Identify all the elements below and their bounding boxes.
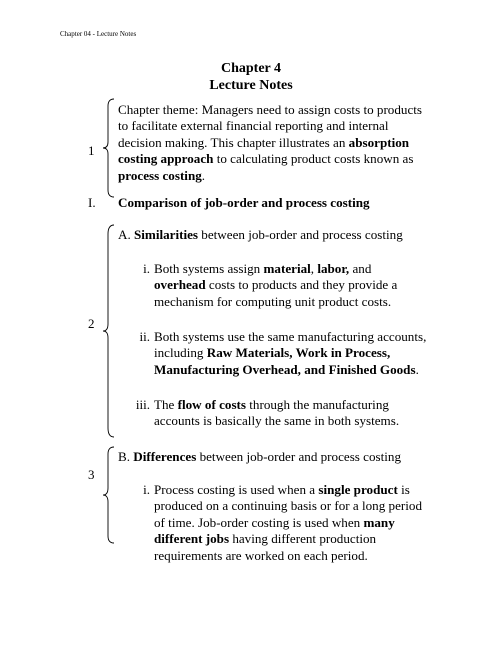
text-run: A. (118, 227, 135, 242)
text-line (154, 548, 422, 564)
text-run: mechanism for computing unit product costs. (154, 293, 392, 309)
intro-line (118, 118, 422, 134)
margin-marker-1: 1 (88, 143, 95, 158)
text-run: between job-order and process costing (198, 227, 403, 242)
bold-text: material (263, 261, 311, 276)
text-line (154, 277, 397, 293)
item-numeral: i. (143, 261, 150, 276)
page-header: Chapter 04 - Lecture Notes (60, 30, 137, 38)
text-line (154, 397, 399, 413)
text-run: Process costing is used when a (154, 482, 319, 497)
bold-text: flow of costs (177, 397, 247, 412)
section-numeral: I. (88, 195, 96, 210)
bold-text: Manufacturing Overhead, and Finished Goods (154, 361, 416, 377)
text-run: costs to products and they provide a (205, 277, 398, 293)
intro-line (118, 168, 422, 184)
text-run: is (397, 482, 410, 497)
margin-marker-2: 2 (88, 316, 95, 331)
text-run: B. (118, 449, 134, 464)
text-run: decision making. This chapter illustrates an (118, 134, 349, 150)
text-line (154, 294, 397, 310)
similarities-heading (118, 227, 403, 243)
text-line (154, 261, 397, 277)
bold-text: Raw Materials, Work in Process, (206, 345, 391, 361)
text-line (154, 329, 426, 345)
text-run: between job-order and process costing (196, 449, 402, 464)
text-run: to calculating product costs known as (213, 151, 414, 167)
similarity-item-2 (154, 329, 426, 378)
text-line (154, 413, 399, 429)
bold-text: single product (318, 482, 398, 497)
text-line (154, 362, 426, 378)
difference-item-1 (154, 482, 422, 564)
bold-text: labor, (317, 261, 350, 276)
lecture-notes-title: Lecture Notes (209, 78, 293, 93)
bold-text: absorption (348, 134, 410, 150)
text-run: Chapter theme: Managers need to assign costs to products (118, 102, 422, 117)
intro-paragraph (118, 102, 422, 184)
text-run: through the manufacturing (246, 397, 389, 412)
bold-text: process costing (118, 167, 202, 183)
text-run: and (349, 261, 372, 276)
similarity-item-3 (154, 397, 399, 430)
section-heading: Comparison of job-order and process costing (118, 195, 370, 210)
text-run: including (154, 345, 207, 361)
text-run: requirements are worked on each period. (154, 547, 368, 563)
differences-heading (118, 449, 401, 465)
text-line (154, 482, 422, 498)
intro-line (118, 151, 422, 167)
intro-line (118, 102, 422, 118)
text-run: . (415, 361, 419, 377)
bold-text: different jobs (154, 531, 230, 547)
chapter-title: Chapter 4 (220, 61, 282, 76)
left-brace-icon (102, 98, 116, 198)
text-line (154, 498, 422, 514)
text-run: to facilitate external financial reporting and internal (118, 118, 389, 134)
text-line (154, 345, 426, 361)
text-run: Both systems assign (154, 261, 264, 276)
item-numeral: ii. (139, 329, 150, 344)
text-run: Both systems use the same manufacturing accounts, (154, 329, 427, 344)
text-line (154, 515, 422, 531)
item-numeral: iii. (135, 397, 150, 412)
text-run: . (201, 167, 206, 183)
item-numeral: i. (143, 482, 150, 497)
bold-text: Similarities (134, 227, 199, 242)
intro-line (118, 135, 422, 151)
bold-text: overhead (154, 277, 206, 293)
bold-text: many (363, 514, 395, 530)
text-run: produced on a continuing basis or for a long period (154, 498, 422, 514)
margin-marker-3: 3 (88, 467, 95, 482)
bold-text: Differences (133, 449, 197, 464)
text-run: of time. Job-order costing is used when (154, 514, 364, 530)
text-run: accounts is basically the same in both systems. (154, 413, 400, 429)
bold-text: costing approach (118, 151, 214, 167)
similarity-item-1 (154, 261, 397, 310)
text-run: having different production (229, 531, 377, 547)
text-run: , (310, 261, 318, 276)
text-line (154, 531, 422, 547)
text-run: The (154, 397, 178, 412)
